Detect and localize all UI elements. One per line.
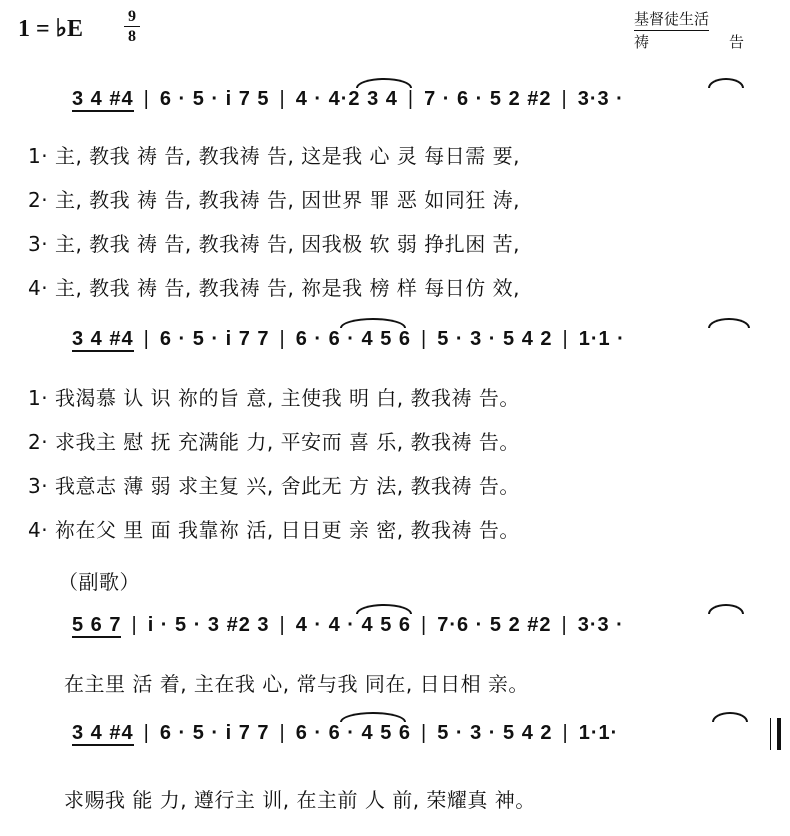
music-line-1: 3 4 #4 | 6 · 5 · i 7 5 | 4 · 4·2 3 4 | 7 · 6 · 5 2 #2 | 3·3 · — [72, 88, 624, 110]
final-barline — [770, 718, 781, 750]
chorus-lyric: 求赐我 能 力, 遵行主 训, 在主前 人 前, 荣耀真 神。 — [64, 788, 536, 812]
measure: 5 6 7 — [72, 614, 122, 636]
measure: 4 · 4·2 3 4 — [295, 88, 398, 110]
slur-mark — [708, 318, 750, 328]
verse-line: 2· 主, 教我 祷 告, 教我祷 告, 因世界 罪 恶 如同狂 涛, — [28, 188, 520, 212]
verse-line: 2· 求我主 慰 抚 充满能 力, 平安而 喜 乐, 教我祷 告。 — [28, 430, 520, 454]
time-signature-top: 9 — [128, 8, 136, 25]
slur-mark — [708, 78, 744, 88]
measure: 3·3 · — [577, 88, 624, 110]
measure: i · 5 · 3 #2 3 — [147, 614, 270, 636]
verse-line: 1· 主, 教我 祷 告, 教我祷 告, 这是我 心 灵 每日需 要, — [28, 144, 520, 168]
slur-mark — [708, 604, 744, 614]
verse-line: 3· 我意志 薄 弱 求主复 兴, 舍此无 方 法, 教我祷 告。 — [28, 474, 520, 498]
measure: 1·1 · — [578, 328, 625, 350]
verse-line: 4· 主, 教我 祷 告, 教我祷 告, 祢是我 榜 样 每日仿 效, — [28, 276, 520, 300]
measure: 6 · 6 · 4 5 6 — [295, 328, 412, 350]
slur-mark — [340, 318, 406, 328]
subcategory-right: 告 — [728, 33, 744, 51]
measure: 3 4 #4 — [72, 722, 134, 744]
slur-mark — [712, 712, 748, 722]
measure: 7 · 6 · 5 2 #2 — [424, 88, 552, 110]
time-signature-bottom: 8 — [128, 28, 136, 45]
hymn-subcategory — [634, 31, 744, 52]
hymn-category: 基督徒生活 — [634, 8, 709, 31]
subcategory-left: 祷 — [634, 33, 650, 51]
measure: 4 · 4 · 4 5 6 — [295, 614, 412, 636]
measure: 7·6 · 5 2 #2 — [437, 614, 552, 636]
verse-line: 4· 祢在父 里 面 我靠祢 活, 日日更 亲 密, 教我祷 告。 — [28, 518, 520, 542]
music-line-2: 3 4 #4 | 6 · 5 · i 7 7 | 6 · 6 · 4 5 6 | 5 · 3 · 5 4 2 | 1·1 · — [72, 328, 625, 350]
measure: 6 · 5 · i 7 7 — [159, 328, 270, 350]
key-signature: 1 = ♭E — [18, 16, 84, 42]
chorus-lyric: 在主里 活 着, 主在我 心, 常与我 同在, 日日相 亲。 — [64, 672, 529, 696]
slur-mark — [356, 604, 412, 614]
verse-line: 3· 主, 教我 祷 告, 教我祷 告, 因我极 软 弱 挣扎困 苦, — [28, 232, 520, 256]
measure: 5 · 3 · 5 4 2 — [437, 328, 553, 350]
measure: 3·3 · — [577, 614, 624, 636]
measure: 3 4 #4 — [72, 328, 134, 350]
music-line-3: 5 6 7 | i · 5 · 3 #2 3 | 4 · 4 · 4 5 6 | 7·6 · 5 2 #2 | 3·3 · — [72, 614, 624, 636]
measure: 6 · 5 · i 7 7 — [159, 722, 270, 744]
time-signature — [122, 8, 142, 45]
measure: 6 · 5 · i 7 5 — [159, 88, 270, 110]
chorus-label: （副歌） — [58, 570, 140, 594]
verse-line: 1· 我渴慕 认 识 祢的旨 意, 主使我 明 白, 教我祷 告。 — [28, 386, 520, 410]
measure: 5 · 3 · 5 4 2 — [437, 722, 553, 744]
measure: 1·1· — [578, 722, 619, 744]
measure: 3 4 #4 — [72, 88, 134, 110]
measure: 6 · 6 · 4 5 6 — [295, 722, 412, 744]
slur-mark — [340, 712, 406, 722]
music-line-4: 3 4 #4 | 6 · 5 · i 7 7 | 6 · 6 · 4 5 6 | 5 · 3 · 5 4 2 | 1·1· — [72, 722, 619, 744]
slur-mark — [356, 78, 412, 88]
